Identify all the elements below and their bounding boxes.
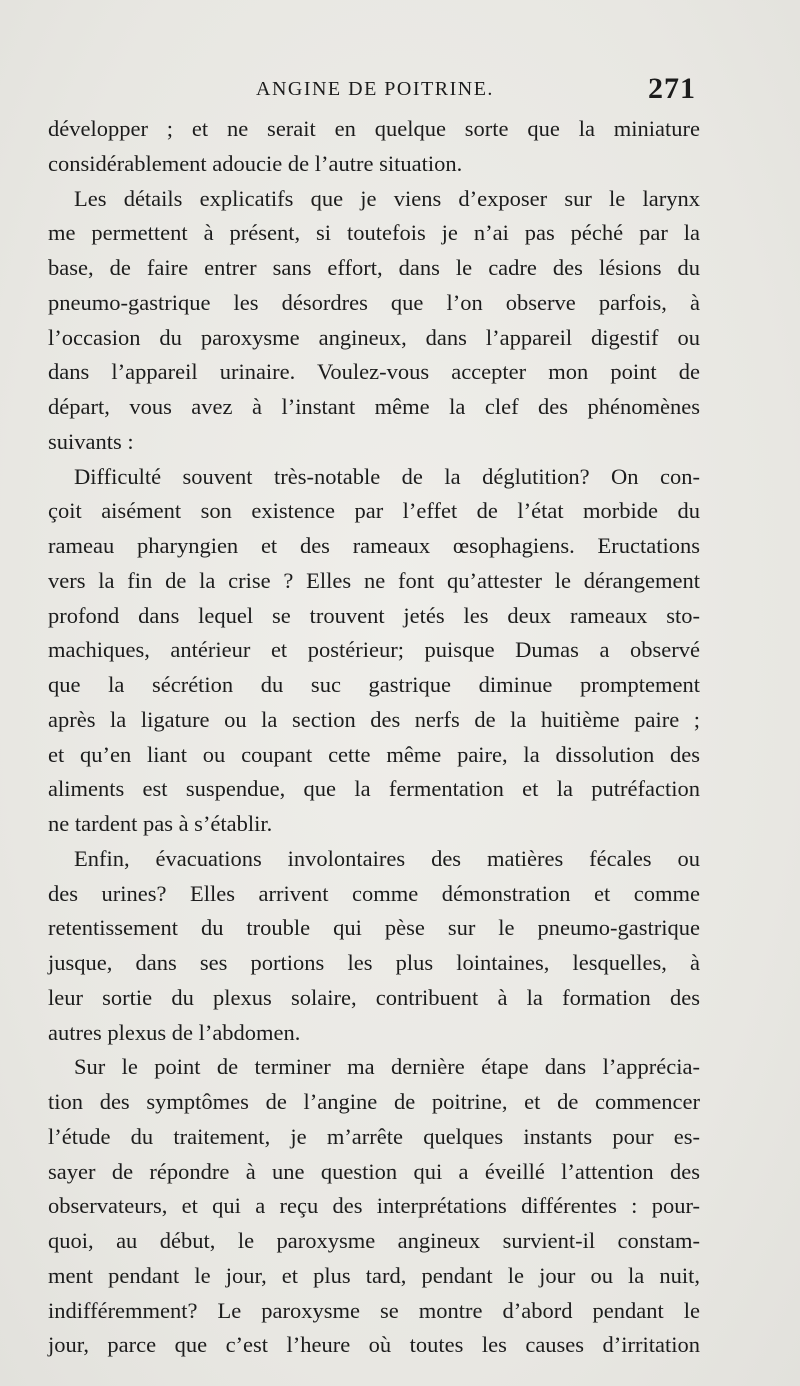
text-line: Difficulté souvent très-notable de la déglutition? On con- [74, 463, 700, 489]
text-line: machiques, antérieur et postérieur; puisque Dumas a observé [48, 637, 700, 663]
text-line: et qu’en liant ou coupant cette même paire, la dissolution des [48, 741, 700, 767]
text-line: base, de faire entrer sans effort, dans le cadre des lésions du [48, 255, 700, 280]
text-line: aliments est suspendue, que la fermentation et la putréfaction [48, 776, 700, 802]
text-line: développer ; et ne serait en quelque sorte que la miniature [48, 116, 700, 141]
text-line: autres plexus de l’abdomen. [48, 1019, 301, 1045]
text-line: pneumo-gastrique les désordres que l’on observe parfois, à [48, 289, 700, 315]
text-line: quoi, au début, le paroxysme angineux survient-il constam- [48, 1228, 700, 1253]
text-line: vers la fin de la crise ? Elles ne font qu’attester le dérangement [48, 567, 700, 593]
text-line: après la ligature ou la section des nerfs de la huitième paire ; [48, 706, 700, 732]
text-line: tion des symptômes de l’angine de poitrine, et de commencer [48, 1089, 700, 1114]
text-line: me permettent à présent, si toutefois je n’ai pas péché par la [48, 220, 700, 246]
text-line: Les détails explicatifs que je viens d’exposer sur le larynx [74, 185, 700, 211]
text-line: considérablement adoucie de l’autre situation. [48, 150, 463, 176]
text-line: indifféremment? Le paroxysme se montre d’abord pendant le [48, 1297, 700, 1323]
text-line: leur sortie du plexus solaire, contribuent à la formation des [48, 984, 700, 1010]
page-header [0, 72, 800, 112]
text-line: dans l’appareil urinaire. Voulez-vous accepter mon point de [48, 359, 700, 385]
text-line: jour, parce que c’est l’heure où toutes les causes d’irritation [48, 1332, 700, 1358]
text-line: retentissement du trouble qui pèse sur le pneumo-gastrique [48, 915, 700, 941]
text-line: l’étude du traitement, je m’arrête quelques instants pour es- [48, 1123, 700, 1149]
text-line: sayer de répondre à une question qui a éveillé l’attention des [48, 1158, 700, 1184]
text-line: l’occasion du paroxysme angineux, dans l’appareil digestif ou [48, 324, 700, 350]
text-line: ment pendant le jour, et plus tard, pendant le jour ou la nuit, [48, 1262, 700, 1288]
text-line: çoit aisément son existence par l’effet de l’état morbide du [48, 498, 700, 524]
running-title: ANGINE DE POITRINE. [256, 78, 494, 100]
text-line: rameau pharyngien et des rameaux œsophagiens. Eructations [48, 533, 700, 558]
text-line: départ, vous avez à l’instant même la clef des phénomènes [48, 394, 700, 419]
text-line: observateurs, et qui a reçu des interprétations différentes : pour- [48, 1193, 700, 1219]
page-number: 271 [648, 72, 696, 105]
text-line: Enfin, évacuations involontaires des matières fécales ou [74, 845, 700, 871]
text-line: que la sécrétion du suc gastrique diminue promptement [48, 672, 700, 697]
text-line: Sur le point de terminer ma dernière étape dans l’apprécia- [74, 1054, 700, 1080]
text-line: jusque, dans ses portions les plus lointaines, lesquelles, à [48, 950, 700, 975]
body-text [48, 112, 700, 1363]
text-line: ne tardent pas à s’établir. [48, 811, 273, 836]
text-line: suivants : [48, 428, 134, 454]
text-line: profond dans lequel se trouvent jetés les deux rameaux sto- [48, 602, 700, 628]
text-line: des urines? Elles arrivent comme démonstration et comme [48, 880, 700, 906]
